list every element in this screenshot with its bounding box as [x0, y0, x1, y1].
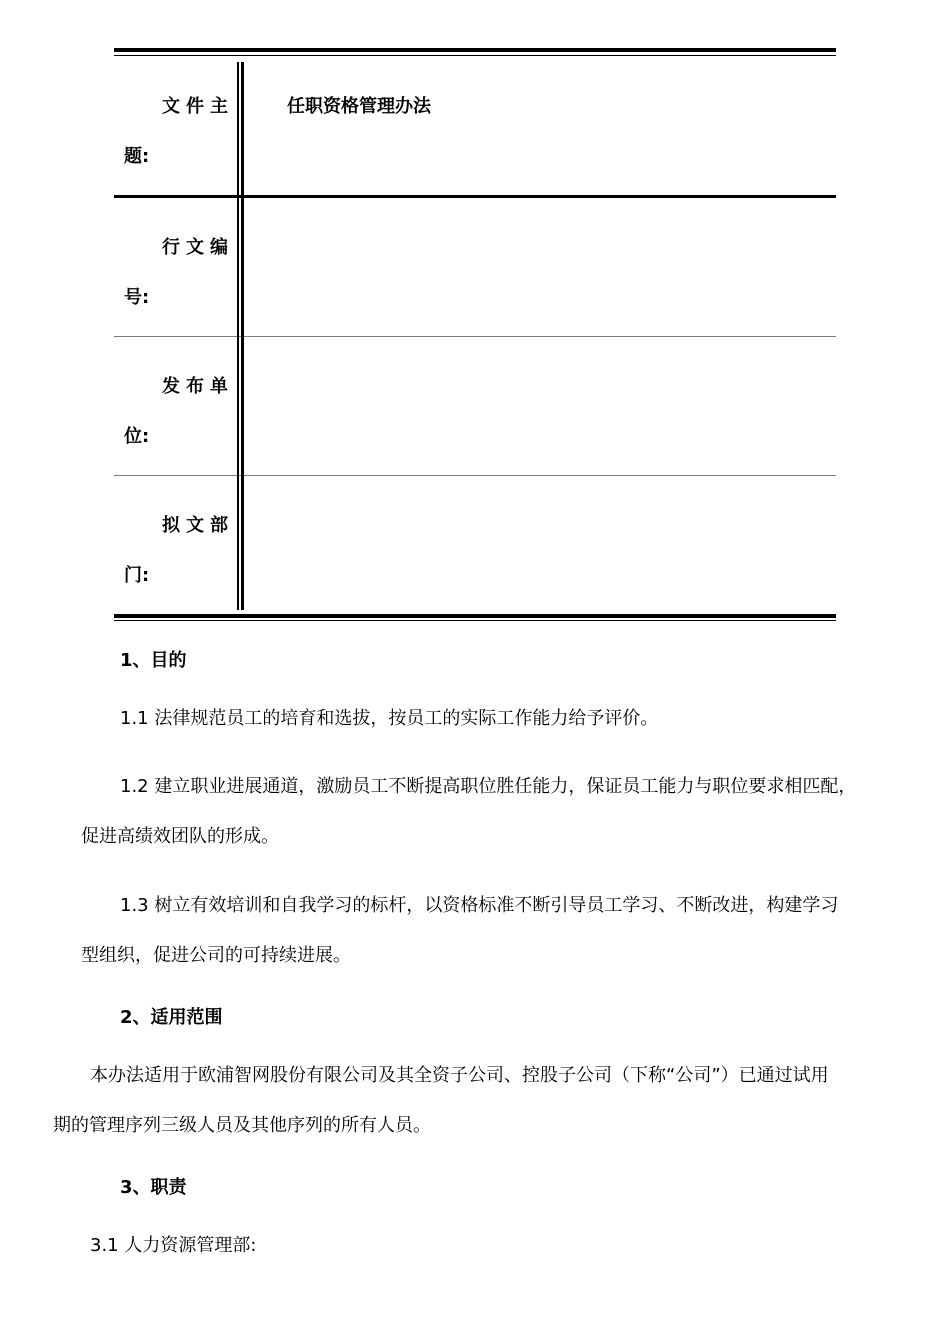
table-bottom-rule-inner [114, 620, 836, 621]
row-label-line1: 发布单 [162, 376, 234, 397]
table-row-divider [114, 195, 836, 198]
row-label-line1: 文件主 [162, 96, 234, 117]
paragraph-1-2-line1: 1.2 建立职业进展通道，激励员工不断提高职位胜任能力，保证员工能力与职位要求相匹配， [120, 776, 857, 797]
table-column-divider [241, 62, 244, 610]
section-heading-purpose: 1、目的 [120, 650, 187, 671]
row-label-line2: 门: [124, 565, 150, 586]
paragraph-3-1: 3.1 人力资源管理部: [90, 1235, 257, 1256]
row-label-line1: 行文编 [162, 237, 234, 258]
row-label-line1: 拟文部 [162, 515, 234, 536]
section-heading-responsibilities: 3、职责 [120, 1177, 187, 1198]
row-label-line2: 题: [124, 146, 150, 167]
table-top-rule-inner [114, 55, 836, 56]
table-bottom-rule [114, 614, 836, 618]
table-row-divider [114, 336, 836, 337]
table-row-divider [114, 475, 836, 476]
paragraph-2-line1: 本办法适用于欧浦智网股份有限公司及其全资子公司、控股子公司（下称“公司”）已通过试用 [90, 1065, 829, 1086]
section-heading-scope: 2、适用范围 [120, 1007, 223, 1028]
document-subject-value: 任职资格管理办法 [287, 96, 431, 117]
row-label-line2: 号: [124, 287, 150, 308]
paragraph-1-3-line2: 型组织，促进公司的可持续进展。 [81, 945, 351, 966]
paragraph-2-line2: 期的管理序列三级人员及其他序列的所有人员。 [53, 1115, 431, 1136]
table-top-rule [114, 48, 836, 52]
row-label-line2: 位: [124, 426, 150, 447]
paragraph-1-3-line1: 1.3 树立有效培训和自我学习的标杆，以资格标准不断引导员工学习、不断改进，构建学习 [120, 895, 839, 916]
document-header-table [114, 48, 836, 622]
paragraph-1-1: 1.1 法律规范员工的培育和选拔，按员工的实际工作能力给予评价。 [120, 708, 659, 729]
paragraph-1-2-line2: 促进高绩效团队的形成。 [81, 826, 279, 847]
table-column-divider [237, 62, 239, 610]
